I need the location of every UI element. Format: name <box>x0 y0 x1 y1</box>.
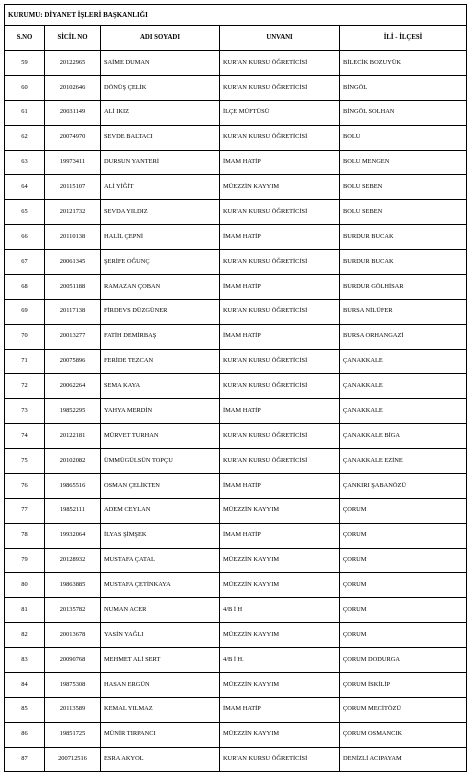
cell-location: BOLU <box>340 125 467 150</box>
cell-title: MÜEZZİN KAYYIM <box>220 175 340 200</box>
table-row <box>5 573 467 598</box>
cell-title: KUR'AN KURSU ÖĞRETİCİSİ <box>220 424 340 449</box>
cell-sicil-no: 19863885 <box>45 573 101 598</box>
cell-name: FİRDEVS DÜZGÜNER <box>101 299 220 324</box>
cell-sno: 83 <box>5 648 45 673</box>
table-header-row <box>5 26 467 51</box>
table-row <box>5 424 467 449</box>
table-row <box>5 523 467 548</box>
table-row <box>5 399 467 424</box>
cell-title: KUR'AN KURSU ÖĞRETİCİSİ <box>220 250 340 275</box>
cell-title: KUR'AN KURSU ÖĞRETİCİSİ <box>220 374 340 399</box>
institution-title: KURUMU: DİYANET İŞLERİ BAŞKANLIĞI <box>5 5 467 26</box>
cell-name: MÜRVET TURHAN <box>101 424 220 449</box>
cell-sno: 67 <box>5 250 45 275</box>
table-row <box>5 498 467 523</box>
table-row <box>5 449 467 474</box>
cell-title: MÜEZZİN KAYYIM <box>220 672 340 697</box>
cell-sicil-no: 20074970 <box>45 125 101 150</box>
cell-sno: 64 <box>5 175 45 200</box>
table-row <box>5 200 467 225</box>
cell-name: ALİ IKIZ <box>101 100 220 125</box>
cell-sno: 59 <box>5 51 45 76</box>
cell-sicil-no: 20031149 <box>45 100 101 125</box>
table-row <box>5 299 467 324</box>
cell-sno: 74 <box>5 424 45 449</box>
cell-title: KUR'AN KURSU ÖĞRETİCİSİ <box>220 299 340 324</box>
cell-title: İMAM HATİP <box>220 324 340 349</box>
cell-title: MÜEZZİN KAYYIM <box>220 548 340 573</box>
cell-location: BİNGÖL SOLHAN <box>340 100 467 125</box>
cell-name: SAİME DUMAN <box>101 51 220 76</box>
cell-title: İLÇE MÜFTÜSÜ <box>220 100 340 125</box>
cell-name: HASAN ERGÜN <box>101 672 220 697</box>
table-row <box>5 349 467 374</box>
cell-title: KUR'AN KURSU ÖĞRETİCİSİ <box>220 200 340 225</box>
cell-sno: 70 <box>5 324 45 349</box>
cell-location: ÇORUM <box>340 523 467 548</box>
cell-sno: 85 <box>5 697 45 722</box>
cell-sicil-no: 20102646 <box>45 75 101 100</box>
cell-location: ÇORUM <box>340 623 467 648</box>
cell-sicil-no: 20102082 <box>45 449 101 474</box>
cell-name: RAMAZAN ÇOBAN <box>101 274 220 299</box>
cell-name: DURSUN YANTERİ <box>101 150 220 175</box>
document-page <box>4 4 466 772</box>
header-sicil-no: SİCİL NO <box>45 26 101 51</box>
cell-title: 4/B İ H <box>220 598 340 623</box>
table-body <box>5 51 467 772</box>
cell-sicil-no: 20051188 <box>45 274 101 299</box>
cell-name: ADEM CEYLAN <box>101 498 220 523</box>
table-row <box>5 150 467 175</box>
cell-sno: 78 <box>5 523 45 548</box>
cell-sno: 60 <box>5 75 45 100</box>
cell-name: YASİN YAĞLI <box>101 623 220 648</box>
cell-location: ÇORUM İSKİLİP <box>340 672 467 697</box>
cell-name: ALİ YİĞİT <box>101 175 220 200</box>
cell-title: MÜEZZİN KAYYIM <box>220 573 340 598</box>
table-row <box>5 473 467 498</box>
cell-sicil-no: 19865516 <box>45 473 101 498</box>
cell-title: KUR'AN KURSU ÖĞRETİCİSİ <box>220 449 340 474</box>
cell-sicil-no: 20013277 <box>45 324 101 349</box>
cell-sno: 79 <box>5 548 45 573</box>
cell-title: KUR'AN KURSU ÖĞRETİCİSİ <box>220 747 340 772</box>
cell-location: BURSA ORHANGAZİ <box>340 324 467 349</box>
cell-title: MÜEZZİN KAYYIM <box>220 498 340 523</box>
cell-title: İMAM HATİP <box>220 150 340 175</box>
cell-name: HALİL ÇEPNİ <box>101 225 220 250</box>
institution-title-row <box>5 5 467 26</box>
cell-sno: 62 <box>5 125 45 150</box>
cell-location: BOLU SEBEN <box>340 175 467 200</box>
header-location: İLİ - İLÇESİ <box>340 26 467 51</box>
cell-location: DENİZLİ ACIPAYAM <box>340 747 467 772</box>
cell-location: BURDUR BUCAK <box>340 250 467 275</box>
cell-sicil-no: 20062264 <box>45 374 101 399</box>
header-sno: S.NO <box>5 26 45 51</box>
cell-title: KUR'AN KURSU ÖĞRETİCİSİ <box>220 349 340 374</box>
table-row <box>5 747 467 772</box>
header-name: ADI SOYADI <box>101 26 220 51</box>
cell-sicil-no: 20013678 <box>45 623 101 648</box>
cell-name: MEHMET ALİ SERT <box>101 648 220 673</box>
cell-sno: 81 <box>5 598 45 623</box>
cell-location: BOLU MENGEN <box>340 150 467 175</box>
cell-location: ÇORUM <box>340 598 467 623</box>
personnel-table <box>4 4 467 772</box>
cell-sicil-no: 19851725 <box>45 722 101 747</box>
cell-name: ÜMMÜGÜLSÜN TOPÇU <box>101 449 220 474</box>
cell-location: ÇORUM DODURGA <box>340 648 467 673</box>
cell-sicil-no: 200712516 <box>45 747 101 772</box>
table-row <box>5 722 467 747</box>
cell-sicil-no: 19852295 <box>45 399 101 424</box>
cell-name: NUMAN ACER <box>101 598 220 623</box>
cell-location: ÇANAKKALE EZİNE <box>340 449 467 474</box>
cell-name: ŞERİFE OĞUNÇ <box>101 250 220 275</box>
cell-location: ÇANAKKALE BİGA <box>340 424 467 449</box>
cell-name: OSMAN ÇELİKTEN <box>101 473 220 498</box>
cell-sno: 75 <box>5 449 45 474</box>
cell-location: ÇANAKKALE <box>340 349 467 374</box>
cell-sno: 87 <box>5 747 45 772</box>
cell-location: BURDUR BUCAK <box>340 225 467 250</box>
table-row <box>5 274 467 299</box>
cell-sno: 86 <box>5 722 45 747</box>
cell-name: MÜNİR TIRPANCI <box>101 722 220 747</box>
cell-sno: 73 <box>5 399 45 424</box>
cell-sicil-no: 19973411 <box>45 150 101 175</box>
cell-location: ÇORUM <box>340 573 467 598</box>
cell-sicil-no: 20135782 <box>45 598 101 623</box>
cell-sicil-no: 19852111 <box>45 498 101 523</box>
cell-name: FATİH DEMİRBAŞ <box>101 324 220 349</box>
cell-name: YAHYA MERDİN <box>101 399 220 424</box>
table-row <box>5 324 467 349</box>
cell-sicil-no: 20075896 <box>45 349 101 374</box>
header-title: UNVANI <box>220 26 340 51</box>
cell-location: BURSA NİLÜFER <box>340 299 467 324</box>
cell-name: SEMA KAYA <box>101 374 220 399</box>
table-row <box>5 250 467 275</box>
table-row <box>5 100 467 125</box>
cell-name: ESRA AKYOL <box>101 747 220 772</box>
cell-location: ÇORUM <box>340 548 467 573</box>
cell-sno: 71 <box>5 349 45 374</box>
cell-title: KUR'AN KURSU ÖĞRETİCİSİ <box>220 125 340 150</box>
cell-sno: 68 <box>5 274 45 299</box>
cell-title: İMAM HATİP <box>220 697 340 722</box>
cell-name: MUSTAFA ÇETİNKAYA <box>101 573 220 598</box>
cell-location: ÇORUM OSMANCIK <box>340 722 467 747</box>
table-row <box>5 125 467 150</box>
cell-sno: 65 <box>5 200 45 225</box>
table-row <box>5 75 467 100</box>
cell-title: 4/B İ H. <box>220 648 340 673</box>
cell-title: İMAM HATİP <box>220 225 340 250</box>
cell-sicil-no: 20121732 <box>45 200 101 225</box>
cell-sicil-no: 20113589 <box>45 697 101 722</box>
cell-title: İMAM HATİP <box>220 473 340 498</box>
table-row <box>5 697 467 722</box>
table-row <box>5 598 467 623</box>
cell-sno: 72 <box>5 374 45 399</box>
table-row <box>5 623 467 648</box>
table-row <box>5 225 467 250</box>
cell-sicil-no: 20061345 <box>45 250 101 275</box>
cell-name: FERİDE TEZCAN <box>101 349 220 374</box>
cell-title: MÜEZZİN KAYYIM <box>220 722 340 747</box>
cell-location: ÇORUM <box>340 498 467 523</box>
cell-title: İMAM HATİP <box>220 274 340 299</box>
cell-location: ÇANKIRI ŞABANÖZÜ <box>340 473 467 498</box>
cell-sno: 80 <box>5 573 45 598</box>
table-row <box>5 672 467 697</box>
table-row <box>5 648 467 673</box>
cell-sicil-no: 20117138 <box>45 299 101 324</box>
cell-name: KEMAL YILMAZ <box>101 697 220 722</box>
cell-name: İLYAS ŞİMŞEK <box>101 523 220 548</box>
table-row <box>5 548 467 573</box>
cell-sicil-no: 20090768 <box>45 648 101 673</box>
cell-sno: 82 <box>5 623 45 648</box>
cell-sno: 84 <box>5 672 45 697</box>
cell-title: İMAM HATİP <box>220 399 340 424</box>
cell-title: İMAM HATİP <box>220 523 340 548</box>
cell-location: BİNGÖL <box>340 75 467 100</box>
cell-sicil-no: 20115107 <box>45 175 101 200</box>
cell-sno: 77 <box>5 498 45 523</box>
cell-location: BOLU SEBEN <box>340 200 467 225</box>
cell-sno: 66 <box>5 225 45 250</box>
cell-title: KUR'AN KURSU ÖĞRETİCİSİ <box>220 51 340 76</box>
cell-location: ÇANAKKALE <box>340 399 467 424</box>
cell-sno: 69 <box>5 299 45 324</box>
table-row <box>5 51 467 76</box>
cell-title: MÜEZZİN KAYYIM <box>220 623 340 648</box>
cell-location: ÇORUM MECİTÖZÜ <box>340 697 467 722</box>
table-row <box>5 175 467 200</box>
cell-sicil-no: 19932064 <box>45 523 101 548</box>
cell-name: SEVDA YILDIZ <box>101 200 220 225</box>
cell-sno: 61 <box>5 100 45 125</box>
cell-name: DÖNÜŞ ÇELİK <box>101 75 220 100</box>
cell-location: BURDUR GÖLHİSAR <box>340 274 467 299</box>
cell-sicil-no: 20128932 <box>45 548 101 573</box>
cell-title: KUR'AN KURSU ÖĞRETİCİSİ <box>220 75 340 100</box>
cell-location: BİLECİK BOZUYÜK <box>340 51 467 76</box>
cell-name: SEVDE BALTACI <box>101 125 220 150</box>
cell-sicil-no: 20110138 <box>45 225 101 250</box>
cell-sno: 63 <box>5 150 45 175</box>
table-row <box>5 374 467 399</box>
cell-name: MUSTAFA ÇATAL <box>101 548 220 573</box>
cell-sicil-no: 20122181 <box>45 424 101 449</box>
cell-location: ÇANAKKALE <box>340 374 467 399</box>
cell-sicil-no: 19875308 <box>45 672 101 697</box>
cell-sicil-no: 20122965 <box>45 51 101 76</box>
cell-sno: 76 <box>5 473 45 498</box>
